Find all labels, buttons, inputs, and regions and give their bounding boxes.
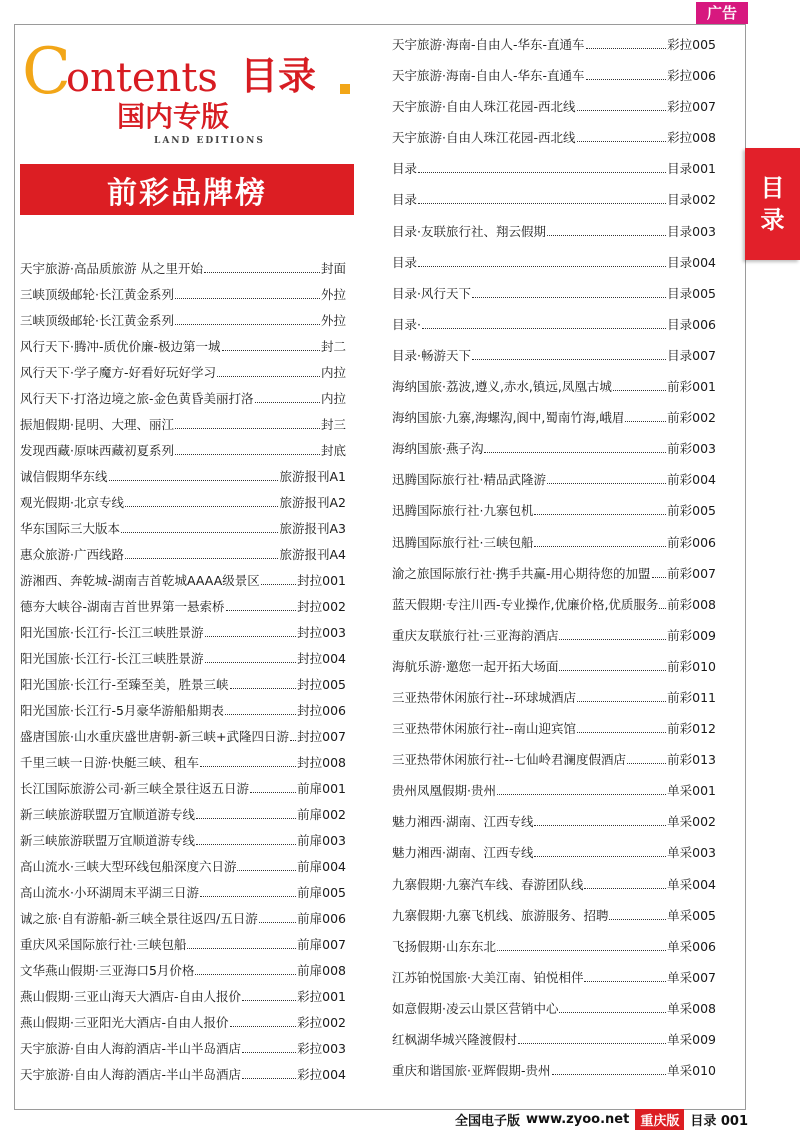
dot-leader xyxy=(534,856,666,857)
dot-leader xyxy=(125,558,279,559)
dot-leader xyxy=(586,48,667,49)
toc-entry-page: 彩拉002 xyxy=(297,1015,346,1030)
toc-entry[interactable] xyxy=(392,345,716,376)
dot-leader xyxy=(547,235,666,236)
toc-entry[interactable] xyxy=(392,127,716,158)
toc-entry[interactable] xyxy=(392,811,716,842)
toc-entry-title: 迅腾国际旅行社·精品武隆游 xyxy=(392,472,546,488)
toc-entry-page: 前彩008 xyxy=(667,596,716,612)
toc-entry[interactable] xyxy=(20,545,346,571)
toc-entry[interactable] xyxy=(20,909,346,935)
dot-leader xyxy=(217,376,320,377)
toc-entry-page: 前彩013 xyxy=(667,752,716,768)
dot-leader xyxy=(547,483,666,484)
toc-entry[interactable] xyxy=(20,467,346,493)
toc-entry[interactable] xyxy=(392,780,716,811)
dot-leader xyxy=(200,896,296,897)
dot-leader xyxy=(652,577,667,578)
dot-leader xyxy=(472,297,666,298)
toc-entry-title: 阳光国旅·长江行-至臻至美，胜景三峡 xyxy=(20,677,229,692)
side-tab-char-2: 录 xyxy=(760,206,785,234)
toc-entry-title: 发现西藏·原味西藏初夏系列 xyxy=(20,443,174,458)
land-editions-label: LAND EDITIONS xyxy=(154,136,265,146)
toc-entry-title: 阳光国旅·长江行-5月豪华游船船期表 xyxy=(20,703,224,718)
toc-entry-title: 魅力湘西·湖南、江西专线 xyxy=(392,814,534,830)
toc-entry-title: 目录 xyxy=(392,254,418,270)
dot-leader xyxy=(559,1012,666,1013)
toc-entry-page: 彩拉006 xyxy=(667,68,716,84)
dot-leader xyxy=(125,506,279,507)
toc-entry[interactable] xyxy=(392,34,716,65)
toc-entry[interactable] xyxy=(392,65,716,96)
toc-entry-title: 风行天下·学子魔方-好看好玩好学习 xyxy=(20,365,216,380)
toc-entry-page: 单采001 xyxy=(667,783,716,799)
toc-entry[interactable] xyxy=(392,469,716,500)
toc-entry[interactable] xyxy=(20,935,346,961)
dot-leader xyxy=(418,172,666,173)
toc-entry[interactable] xyxy=(392,96,716,127)
toc-entry-page: 内拉 xyxy=(320,365,346,380)
toc-entry[interactable] xyxy=(20,285,346,311)
toc-entry-title: 蓝天假期·专注川西-专业操作,优廉价格,优质服务 xyxy=(392,596,659,612)
toc-entry[interactable] xyxy=(20,337,346,363)
toc-entry[interactable] xyxy=(392,594,716,625)
toc-entry-page: 前扉008 xyxy=(297,963,346,978)
toc-entry-title: 海航乐游·邀您一起开拓大场面 xyxy=(392,658,559,674)
dot-leader xyxy=(418,266,666,267)
toc-entry-title: 三峡顶级邮轮·长江黄金系列 xyxy=(20,313,174,328)
toc-entry-title: 迅腾国际旅行社·九寨包机 xyxy=(392,503,534,519)
toc-entry-title: 新三峡旅游联盟万宜顺道游专线 xyxy=(20,807,196,822)
dot-leader xyxy=(250,792,296,793)
toc-entry-title: 重庆风采国际旅行社·三峡包船 xyxy=(20,937,187,952)
toc-entry-title: 风行天下·打洛边境之旅-金色黄昏美丽打洛 xyxy=(20,391,254,406)
toc-entry-page: 彩拉008 xyxy=(667,130,716,146)
toc-entry-page: 单采004 xyxy=(667,876,716,892)
toc-entry-page: 外拉 xyxy=(320,287,346,302)
toc-entry[interactable] xyxy=(20,701,346,727)
toc-entry-title: 贵州凤凰假期·贵州 xyxy=(392,783,496,799)
dot-leader xyxy=(237,870,296,871)
toc-entry-title: 燕山假期·三亚山海天大酒店-自由人报价 xyxy=(20,989,241,1004)
toc-entry[interactable] xyxy=(392,158,716,189)
toc-entry-page: 封拉001 xyxy=(297,573,346,588)
dot-leader xyxy=(261,584,296,585)
toc-entry[interactable] xyxy=(392,189,716,220)
toc-entry-title: 观光假期·北京专线 xyxy=(20,495,124,510)
toc-entry[interactable] xyxy=(20,259,346,285)
toc-entry-title: 华东国际三大版本 xyxy=(20,521,121,536)
dot-leader xyxy=(290,740,296,741)
dot-leader xyxy=(205,636,297,637)
logo-big-letter: C xyxy=(22,35,71,109)
toc-entry-page: 彩拉001 xyxy=(297,989,346,1004)
toc-entry-page: 前彩001 xyxy=(667,379,716,395)
toc-entry-page: 前扉007 xyxy=(297,937,346,952)
toc-entry[interactable] xyxy=(20,311,346,337)
toc-entry-title: 九寨假期·九寨汽车线、春游团队线 xyxy=(392,876,584,892)
footer-website-link[interactable]: www.zyoo.net xyxy=(526,1111,630,1127)
toc-entry-title: 迅腾国际旅行社·三峡包船 xyxy=(392,534,534,550)
toc-entry-title: 振旭假期·昆明、大理、丽江 xyxy=(20,417,174,432)
toc-entry-title: 新三峡旅游联盟万宜顺道游专线 xyxy=(20,833,196,848)
toc-entry-page: 彩拉004 xyxy=(297,1067,346,1082)
footer-label: 全国电子版 xyxy=(455,1113,521,1129)
dot-leader xyxy=(472,359,666,360)
toc-entry-title: 三峡顶级邮轮·长江黄金系列 xyxy=(20,287,174,302)
dot-leader xyxy=(559,639,666,640)
toc-entry-title: 如意假期·凌云山景区营销中心 xyxy=(392,1000,559,1016)
toc-entry-title: 天宇旅游·自由人珠江花园-西北线 xyxy=(392,99,576,115)
toc-entry-page: 前彩006 xyxy=(667,534,716,550)
toc-entry-title: 九寨假期·九寨飞机线、旅游服务、招聘 xyxy=(392,907,609,923)
toc-entry[interactable] xyxy=(392,438,716,469)
toc-entry[interactable] xyxy=(392,749,716,780)
toc-entry-title: 风行天下·腾冲-质优价廉-极边第一城 xyxy=(20,339,221,354)
toc-entry-title: 目录·风行天下 xyxy=(392,285,471,301)
dot-leader xyxy=(659,608,666,609)
toc-entry-page: 旅游报刊A4 xyxy=(279,547,346,562)
contents-logo xyxy=(22,35,362,148)
dot-leader xyxy=(205,662,297,663)
toc-entry-page: 前彩011 xyxy=(667,689,716,705)
toc-entry-page: 封拉003 xyxy=(297,625,346,640)
dot-leader xyxy=(584,888,666,889)
toc-entry[interactable] xyxy=(20,649,346,675)
toc-entry[interactable] xyxy=(20,493,346,519)
dot-leader xyxy=(187,948,296,949)
toc-entry-title: 目录· xyxy=(392,316,421,332)
toc-entry-page: 旅游报刊A2 xyxy=(279,495,346,510)
toc-entry-page: 单采003 xyxy=(667,845,716,861)
toc-entry[interactable] xyxy=(392,967,716,998)
footer-edition-badge: 重庆版 xyxy=(635,1109,684,1130)
toc-entry[interactable] xyxy=(20,623,346,649)
dot-leader xyxy=(577,701,666,702)
toc-entry-title: 天宇旅游·高品质旅游 从之里开始 xyxy=(20,261,203,276)
toc-entry[interactable] xyxy=(392,532,716,563)
dot-leader xyxy=(121,532,278,533)
dot-leader xyxy=(422,328,666,329)
toc-entry-page: 单采002 xyxy=(667,814,716,830)
toc-entry-page: 单采007 xyxy=(667,969,716,985)
toc-entry[interactable] xyxy=(20,753,346,779)
toc-entry[interactable] xyxy=(392,998,716,1029)
toc-entry-page: 单采008 xyxy=(667,1000,716,1016)
toc-entry[interactable] xyxy=(20,961,346,987)
toc-entry-page: 前扉005 xyxy=(297,885,346,900)
toc-entry-title: 阳光国旅·长江行-长江三峡胜景游 xyxy=(20,651,204,666)
dot-leader xyxy=(577,141,667,142)
toc-entry-title: 惠众旅游·广西线路 xyxy=(20,547,124,562)
dot-leader xyxy=(175,298,320,299)
toc-entry-title: 江苏铂悦国旅·大美江南、铂悦相伴 xyxy=(392,969,584,985)
toc-entry-page: 单采006 xyxy=(667,938,716,954)
toc-entry-title: 目录·畅游天下 xyxy=(392,347,471,363)
toc-entry[interactable] xyxy=(20,571,346,597)
dot-leader xyxy=(484,452,666,453)
toc-entry[interactable] xyxy=(20,987,346,1013)
dot-leader xyxy=(534,546,666,547)
dot-leader xyxy=(627,763,666,764)
toc-entry-title: 目录 xyxy=(392,161,418,177)
toc-entry-page: 彩拉007 xyxy=(667,99,716,115)
toc-entry-page: 封拉002 xyxy=(297,599,346,614)
dot-leader xyxy=(109,480,279,481)
toc-entry-title: 文华燕山假期·三亚海口5月价格 xyxy=(20,963,195,978)
toc-entry-title: 三亚热带休闲旅行社--南山迎宾馆 xyxy=(392,721,577,737)
toc-entry[interactable] xyxy=(392,500,716,531)
toc-entry-title: 天宇旅游·自由人海韵酒店-半山半岛酒店 xyxy=(20,1041,241,1056)
dot-leader xyxy=(613,390,666,391)
dot-leader xyxy=(418,203,666,204)
dot-leader xyxy=(609,919,666,920)
dot-leader xyxy=(230,1026,297,1027)
dot-leader xyxy=(625,421,666,422)
dot-leader xyxy=(577,732,666,733)
toc-entry-title: 高山流水·三峡大型环线包船深度六日游 xyxy=(20,859,237,874)
toc-entry-title: 天宇旅游·海南-自由人-华东-直通车 xyxy=(392,68,585,84)
toc-entry-title: 盛唐国旅·山水重庆盛世唐朝-新三峡+武隆四日游 xyxy=(20,729,289,744)
toc-entry-title: 目录·友联旅行社、翔云假期 xyxy=(392,223,546,239)
toc-entry[interactable] xyxy=(392,625,716,656)
toc-entry-page: 彩拉005 xyxy=(667,37,716,52)
dot-leader xyxy=(497,950,666,951)
ad-tag: 广告 xyxy=(696,2,748,24)
toc-entry-title: 千里三峡一日游·快艇三峡、租车 xyxy=(20,755,199,770)
toc-entry-page: 目录006 xyxy=(667,316,716,332)
dot-leader xyxy=(255,402,320,403)
toc-entry-page: 目录001 xyxy=(667,161,716,177)
toc-entry-page: 封拉008 xyxy=(297,755,346,770)
toc-entry-page: 目录004 xyxy=(667,254,716,270)
toc-entry-page: 前扉006 xyxy=(297,911,346,926)
toc-entry[interactable] xyxy=(20,363,346,389)
toc-entry-page: 内拉 xyxy=(320,391,346,406)
toc-entry[interactable] xyxy=(392,842,716,873)
toc-entry-page: 前扉001 xyxy=(297,781,346,796)
toc-entry[interactable] xyxy=(20,727,346,753)
toc-entry-page: 彩拉003 xyxy=(297,1041,346,1056)
toc-entry[interactable] xyxy=(392,314,716,345)
toc-entry[interactable] xyxy=(20,1013,346,1039)
toc-entry-title: 海纳国旅·燕子沟 xyxy=(392,441,484,457)
toc-entry-title: 天宇旅游·自由人珠江花园-西北线 xyxy=(392,130,576,146)
brand-ranking-banner: 前彩品牌榜 xyxy=(20,164,354,215)
toc-entry-page: 封二 xyxy=(320,339,346,354)
footer-page-number: 目录 001 xyxy=(690,1113,748,1129)
toc-entry-title: 天宇旅游·自由人海韵酒店-半山半岛酒店 xyxy=(20,1067,241,1082)
toc-entry[interactable] xyxy=(20,597,346,623)
toc-entry-title: 海纳国旅·九寨,海螺沟,阆中,蜀南竹海,峨眉 xyxy=(392,410,625,426)
toc-entry[interactable] xyxy=(392,221,716,252)
toc-entry-title: 长江国际旅游公司·新三峡全景往返五日游 xyxy=(20,781,249,796)
toc-entry[interactable] xyxy=(392,283,716,314)
toc-entry-page: 封拉005 xyxy=(297,677,346,692)
toc-entry[interactable] xyxy=(20,441,346,467)
dot-leader xyxy=(230,688,297,689)
dot-leader xyxy=(577,110,667,111)
toc-entry-page: 单采010 xyxy=(667,1063,716,1079)
toc-entry-title: 燕山假期·三亚阳光大酒店-自由人报价 xyxy=(20,1015,229,1030)
toc-entry-page: 前彩009 xyxy=(667,627,716,643)
dot-leader xyxy=(242,1078,296,1079)
toc-entry[interactable] xyxy=(20,519,346,545)
toc-entry-page: 目录003 xyxy=(667,223,716,239)
footer xyxy=(455,1108,748,1130)
toc-entry-page: 目录007 xyxy=(667,347,716,363)
toc-entry[interactable] xyxy=(20,389,346,415)
edition-title: 国内专版 xyxy=(117,100,230,133)
toc-entry-title: 渝之旅国际旅行社·携手共赢-用心期待您的加盟 xyxy=(392,565,651,581)
toc-entry-page: 前扉004 xyxy=(297,859,346,874)
toc-entry[interactable] xyxy=(392,936,716,967)
toc-entry-title: 飞扬假期·山东东北 xyxy=(392,938,496,954)
toc-entry-page: 单采009 xyxy=(667,1032,716,1047)
dot-leader xyxy=(225,714,296,715)
toc-entry-title: 三亚热带休闲旅行社--环球城酒店 xyxy=(392,689,577,705)
toc-entry[interactable] xyxy=(20,675,346,701)
toc-entry-page: 封拉004 xyxy=(297,651,346,666)
dot-leader xyxy=(175,324,320,325)
toc-entry-page: 前彩010 xyxy=(667,658,716,674)
dot-leader xyxy=(222,350,320,351)
toc-entry-page: 封底 xyxy=(320,443,346,458)
logo-word: ontents xyxy=(66,55,218,101)
toc-entry[interactable] xyxy=(20,831,346,857)
toc-entry-page: 单采005 xyxy=(667,907,716,923)
toc-entry-title: 重庆和谐国旅·亚辉假期-贵州 xyxy=(392,1063,551,1079)
toc-entry-page: 封三 xyxy=(320,417,346,432)
dot-leader xyxy=(242,1000,296,1001)
toc-entry[interactable] xyxy=(20,1065,346,1091)
toc-entry-title: 诚信假期华东线 xyxy=(20,469,108,484)
dot-leader xyxy=(534,514,666,515)
dot-leader xyxy=(196,818,296,819)
toc-entry-title: 魅力湘西·湖南、江西专线 xyxy=(392,845,534,861)
toc-entry-title: 德夯大峡谷-湖南吉首世界第一悬索桥 xyxy=(20,599,225,614)
dot-leader xyxy=(196,844,296,845)
dot-leader xyxy=(175,428,320,429)
left-toc-column xyxy=(20,259,346,1091)
toc-entry[interactable] xyxy=(20,779,346,805)
toc-entry-title: 高山流水·小环湖周末平湖三日游 xyxy=(20,885,199,900)
toc-entry[interactable] xyxy=(392,407,716,438)
dot-leader xyxy=(497,794,666,795)
toc-entry-title: 天宇旅游·海南-自由人-华东-直通车 xyxy=(392,37,585,52)
toc-entry[interactable] xyxy=(392,1029,716,1060)
dot-leader xyxy=(559,670,666,671)
dot-leader xyxy=(259,922,296,923)
dot-leader xyxy=(586,79,667,80)
toc-entry-page: 旅游报刊A1 xyxy=(279,469,346,484)
dot-leader xyxy=(242,1052,296,1053)
toc-entry-title: 海纳国旅·荔波,遵义,赤水,镇远,凤凰古城 xyxy=(392,379,612,395)
toc-entry-page: 前彩003 xyxy=(667,441,716,457)
toc-entry[interactable] xyxy=(20,805,346,831)
dot-leader xyxy=(204,272,320,273)
toc-entry[interactable] xyxy=(392,687,716,718)
toc-entry-page: 前彩012 xyxy=(667,721,716,737)
dot-leader xyxy=(195,974,296,975)
toc-entry-title: 阳光国旅·长江行-长江三峡胜景游 xyxy=(20,625,204,640)
toc-entry[interactable] xyxy=(20,415,346,441)
toc-entry[interactable] xyxy=(392,905,716,936)
side-tab-catalog[interactable] xyxy=(745,148,800,260)
toc-entry[interactable] xyxy=(392,563,716,594)
toc-entry-page: 目录005 xyxy=(667,285,716,301)
toc-entry-title: 诚之旅·自有游船-新三峡全景往返四/五日游 xyxy=(20,911,258,926)
dot-leader xyxy=(518,1043,666,1044)
dot-leader xyxy=(226,610,297,611)
toc-entry-page: 目录002 xyxy=(667,192,716,208)
toc-entry-page: 前扉002 xyxy=(297,807,346,822)
toc-entry[interactable] xyxy=(392,874,716,905)
toc-entry-page: 封面 xyxy=(320,261,346,276)
toc-entry-page: 封拉006 xyxy=(297,703,346,718)
toc-entry[interactable] xyxy=(20,883,346,909)
toc-entry-title: 游湘西、奔乾城-湖南吉首乾城AAAA级景区 xyxy=(20,573,260,588)
toc-entry-title: 重庆友联旅行社·三亚海韵酒店 xyxy=(392,627,559,643)
toc-entry-page: 前彩007 xyxy=(667,565,716,581)
dot-leader xyxy=(534,825,666,826)
toc-entry[interactable] xyxy=(392,656,716,687)
toc-entry-page: 前彩004 xyxy=(667,472,716,488)
toc-entry-page: 前彩002 xyxy=(667,410,716,426)
toc-entry[interactable] xyxy=(20,857,346,883)
right-toc-column xyxy=(392,34,716,1091)
toc-entry[interactable] xyxy=(392,1060,716,1091)
dot-leader xyxy=(584,981,666,982)
toc-entry-page: 旅游报刊A3 xyxy=(279,521,346,536)
logo-dot xyxy=(340,84,350,94)
toc-entry-page: 前扉003 xyxy=(297,833,346,848)
toc-entry-title: 目录 xyxy=(392,192,418,208)
logo-cn-title: 目录 xyxy=(240,54,317,98)
toc-entry[interactable] xyxy=(20,1039,346,1065)
toc-entry[interactable] xyxy=(392,376,716,407)
toc-entry-page: 前彩005 xyxy=(667,503,716,519)
side-tab-char-1: 目 xyxy=(760,174,785,202)
toc-entry-page: 外拉 xyxy=(320,313,346,328)
toc-entry[interactable] xyxy=(392,718,716,749)
dot-leader xyxy=(200,766,296,767)
dot-leader xyxy=(552,1074,667,1075)
toc-entry-page: 封拉007 xyxy=(297,729,346,744)
dot-leader xyxy=(175,454,320,455)
toc-entry[interactable] xyxy=(392,252,716,283)
toc-entry-title: 红枫湖华城兴隆渡假村 xyxy=(392,1032,518,1047)
toc-entry-title: 三亚热带休闲旅行社--七仙岭君澜度假酒店 xyxy=(392,752,627,768)
